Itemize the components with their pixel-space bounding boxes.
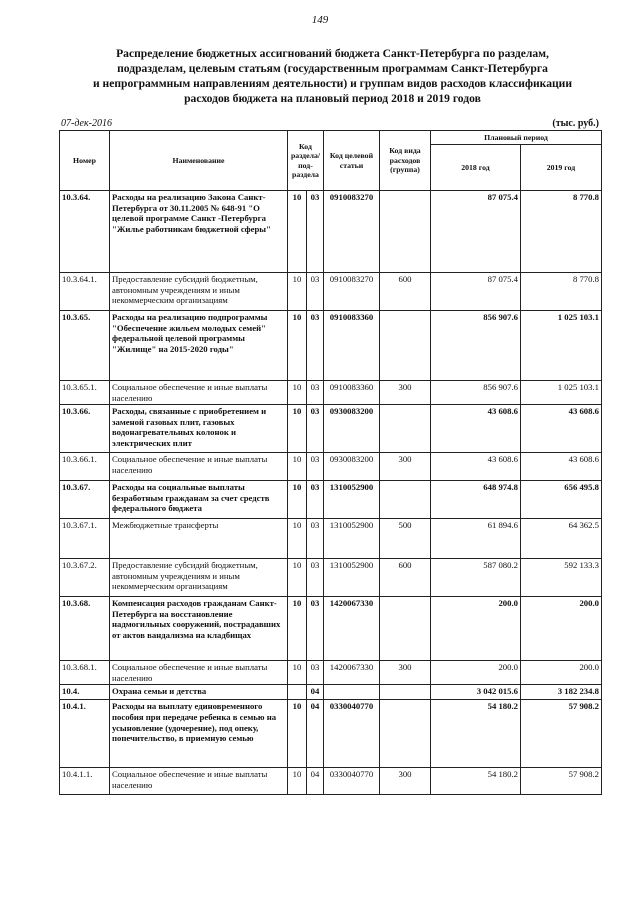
row-name: Компенсация расходов гражданам Санкт-Петербурга на восстановление надмогильных сооружений, пострадавших от актов вандализма на кладбищах [110,597,288,661]
row-name: Социальное обеспечение и иные выплаты населению [110,768,288,795]
row-amount-2019: 57 908.2 [521,700,602,768]
row-amount-2019: 57 908.2 [521,768,602,795]
row-section-code: 10 [288,311,307,381]
row-number: 10.3.64.1. [60,273,110,311]
row-section-code: 10 [288,519,307,559]
row-name: Предоставление субсидий бюджетным, автономным учреждениям и иным некоммерческим организациям [110,559,288,597]
row-expense-type: 600 [380,559,431,597]
row-amount-2019: 200.0 [521,661,602,685]
table-row [60,273,602,311]
row-target-code [324,685,380,700]
row-number: 10.3.65.1. [60,381,110,405]
row-subsection-code: 03 [307,381,324,405]
header-plan-period: Плановый период [431,131,602,145]
row-amount-2018: 3 042 015.6 [431,685,521,700]
row-number: 10.4.1. [60,700,110,768]
row-section-code: 10 [288,453,307,481]
row-amount-2019: 64 362.5 [521,519,602,559]
row-section-code: 10 [288,768,307,795]
row-amount-2018: 54 180.2 [431,700,521,768]
row-target-code: 0330040770 [324,768,380,795]
row-section-code: 10 [288,481,307,519]
row-name: Расходы, связанные с приобретением и заменой газовых плит, газовых водонагревательных колонок и электрических плит [110,405,288,453]
header-year-2018: 2018 год [431,145,521,191]
row-amount-2019: 1 025 103.1 [521,311,602,381]
row-section-code: 10 [288,191,307,273]
row-expense-type: 300 [380,661,431,685]
row-expense-type: 300 [380,453,431,481]
row-number: 10.3.64. [60,191,110,273]
row-subsection-code: 03 [307,481,324,519]
row-name: Социальное обеспечение и иные выплаты населению [110,661,288,685]
row-expense-type: 300 [380,381,431,405]
row-name: Расходы на выплату единовременного пособия при передаче ребенка в семью на усыновление (удочерение), под опеку, попечительство, в приемную семью [110,700,288,768]
row-target-code: 0910083270 [324,273,380,311]
row-subsection-code: 03 [307,597,324,661]
row-target-code: 0930083200 [324,453,380,481]
page-number: 149 [311,14,329,26]
row-amount-2019: 656 495.8 [521,481,602,519]
table-row-section [60,700,602,768]
row-subsection-code: 04 [307,768,324,795]
row-section-code: 10 [288,700,307,768]
row-subsection-code: 03 [307,453,324,481]
row-expense-type: 300 [380,768,431,795]
table-meta [61,118,599,130]
table-row [60,768,602,795]
row-target-code: 0910083360 [324,381,380,405]
table-row-section [60,597,602,661]
row-subsection-code: 03 [307,559,324,597]
row-amount-2018: 200.0 [431,597,521,661]
table-row [60,661,602,685]
title-line: расходов бюджета на плановый период 2018 и 2019 годов [184,92,481,105]
row-expense-type: 600 [380,273,431,311]
row-number: 10.3.65. [60,311,110,381]
row-amount-2018: 200.0 [431,661,521,685]
row-target-code: 1310052900 [324,481,380,519]
row-name: Расходы на социальные выплаты безработным гражданам за счет средств федерального бюджета [110,481,288,519]
row-amount-2019: 43 608.6 [521,405,602,453]
row-section-code: 10 [288,381,307,405]
table-row [60,519,602,559]
row-subsection-code: 03 [307,519,324,559]
row-amount-2018: 856 907.6 [431,381,521,405]
row-subsection-code: 03 [307,661,324,685]
row-subsection-code: 03 [307,273,324,311]
row-number: 10.4. [60,685,110,700]
row-expense-type [380,700,431,768]
header-target-code: Код целевой статьи [324,131,380,191]
row-expense-type [380,311,431,381]
row-expense-type [380,405,431,453]
row-subsection-code: 03 [307,311,324,381]
row-amount-2019: 8 770.8 [521,273,602,311]
row-name: Социальное обеспечение и иные выплаты населению [110,381,288,405]
row-target-code: 0930083200 [324,405,380,453]
table-row [60,381,602,405]
row-amount-2019: 43 608.6 [521,453,602,481]
row-target-code: 1310052900 [324,519,380,559]
row-amount-2018: 87 075.4 [431,191,521,273]
row-amount-2018: 54 180.2 [431,768,521,795]
row-number: 10.3.68.1. [60,661,110,685]
document-title [60,46,605,106]
row-subsection-code: 04 [307,700,324,768]
row-amount-2018: 43 608.6 [431,453,521,481]
table-row-section [60,191,602,273]
table-row-section [60,405,602,453]
row-target-code: 1310052900 [324,559,380,597]
row-section-code: 10 [288,405,307,453]
row-expense-type [380,481,431,519]
row-name: Расходы на реализацию Закона Санкт-Петербурга от 30.11.2005 № 648-91 "О целевой программе Санкт -Петербурга "Жилье работникам бюджетной сферы" [110,191,288,273]
table-row [60,559,602,597]
row-number: 10.3.67.1. [60,519,110,559]
row-amount-2018: 61 894.6 [431,519,521,559]
row-number: 10.3.67.2. [60,559,110,597]
row-name: Социальное обеспечение и иные выплаты населению [110,453,288,481]
table-body [60,191,602,795]
row-expense-type [380,597,431,661]
header-number: Номер [60,131,110,191]
table-row-section [60,311,602,381]
row-target-code: 1420067330 [324,661,380,685]
row-target-code: 0330040770 [324,700,380,768]
row-number: 10.3.67. [60,481,110,519]
row-amount-2019: 1 025 103.1 [521,381,602,405]
header-expense-type-code: Код вида расходов (группа) [380,131,431,191]
row-target-code: 1420067330 [324,597,380,661]
title-line: и непрограммным направлениям деятельности) и группам видов расходов классификации [92,77,573,90]
row-number: 10.3.66. [60,405,110,453]
table-row [60,453,602,481]
row-amount-2018: 43 608.6 [431,405,521,453]
row-section-code [288,685,307,700]
header-year-2019: 2019 год [521,145,602,191]
row-subsection-code: 04 [307,685,324,700]
row-name: Расходы на реализацию подпрограммы "Обеспечение жильем молодых семей" федеральной целевой программы "Жилище" на 2015-2020 годы" [110,311,288,381]
row-amount-2019: 592 133.3 [521,559,602,597]
row-amount-2018: 587 080.2 [431,559,521,597]
row-amount-2018: 87 075.4 [431,273,521,311]
title-line: подразделам, целевым статьям (государственным программам Санкт-Петербурга [117,62,548,75]
row-name: Предоставление субсидий бюджетным, автономным учреждениям и иным некоммерческим организациям [110,273,288,311]
row-expense-type: 500 [380,519,431,559]
header-name: Наименование [110,131,288,191]
row-amount-2019: 3 182 234.8 [521,685,602,700]
row-target-code: 0910083360 [324,311,380,381]
budget-table [59,130,602,795]
row-expense-type [380,685,431,700]
units-label: (тыс. руб.) [552,118,599,129]
row-amount-2018: 856 907.6 [431,311,521,381]
row-expense-type [380,191,431,273]
row-number: 10.4.1.1. [60,768,110,795]
header-section-code: Код раздела/ под-раздела [288,131,324,191]
row-section-code: 10 [288,661,307,685]
row-subsection-code: 03 [307,405,324,453]
title-line: Распределение бюджетных ассигнований бюджета Санкт-Петербурга по разделам, [116,47,549,60]
table-row-section [60,481,602,519]
row-amount-2019: 8 770.8 [521,191,602,273]
row-number: 10.3.68. [60,597,110,661]
row-section-code: 10 [288,273,307,311]
row-amount-2019: 200.0 [521,597,602,661]
row-name: Охрана семьи и детства [110,685,288,700]
row-target-code: 0910083270 [324,191,380,273]
row-amount-2018: 648 974.8 [431,481,521,519]
table-row-section [60,685,602,700]
document-date: 07-дек-2016 [61,118,112,129]
row-section-code: 10 [288,559,307,597]
row-section-code: 10 [288,597,307,661]
row-number: 10.3.66.1. [60,453,110,481]
row-name: Межбюджетные трансферты [110,519,288,559]
row-subsection-code: 03 [307,191,324,273]
